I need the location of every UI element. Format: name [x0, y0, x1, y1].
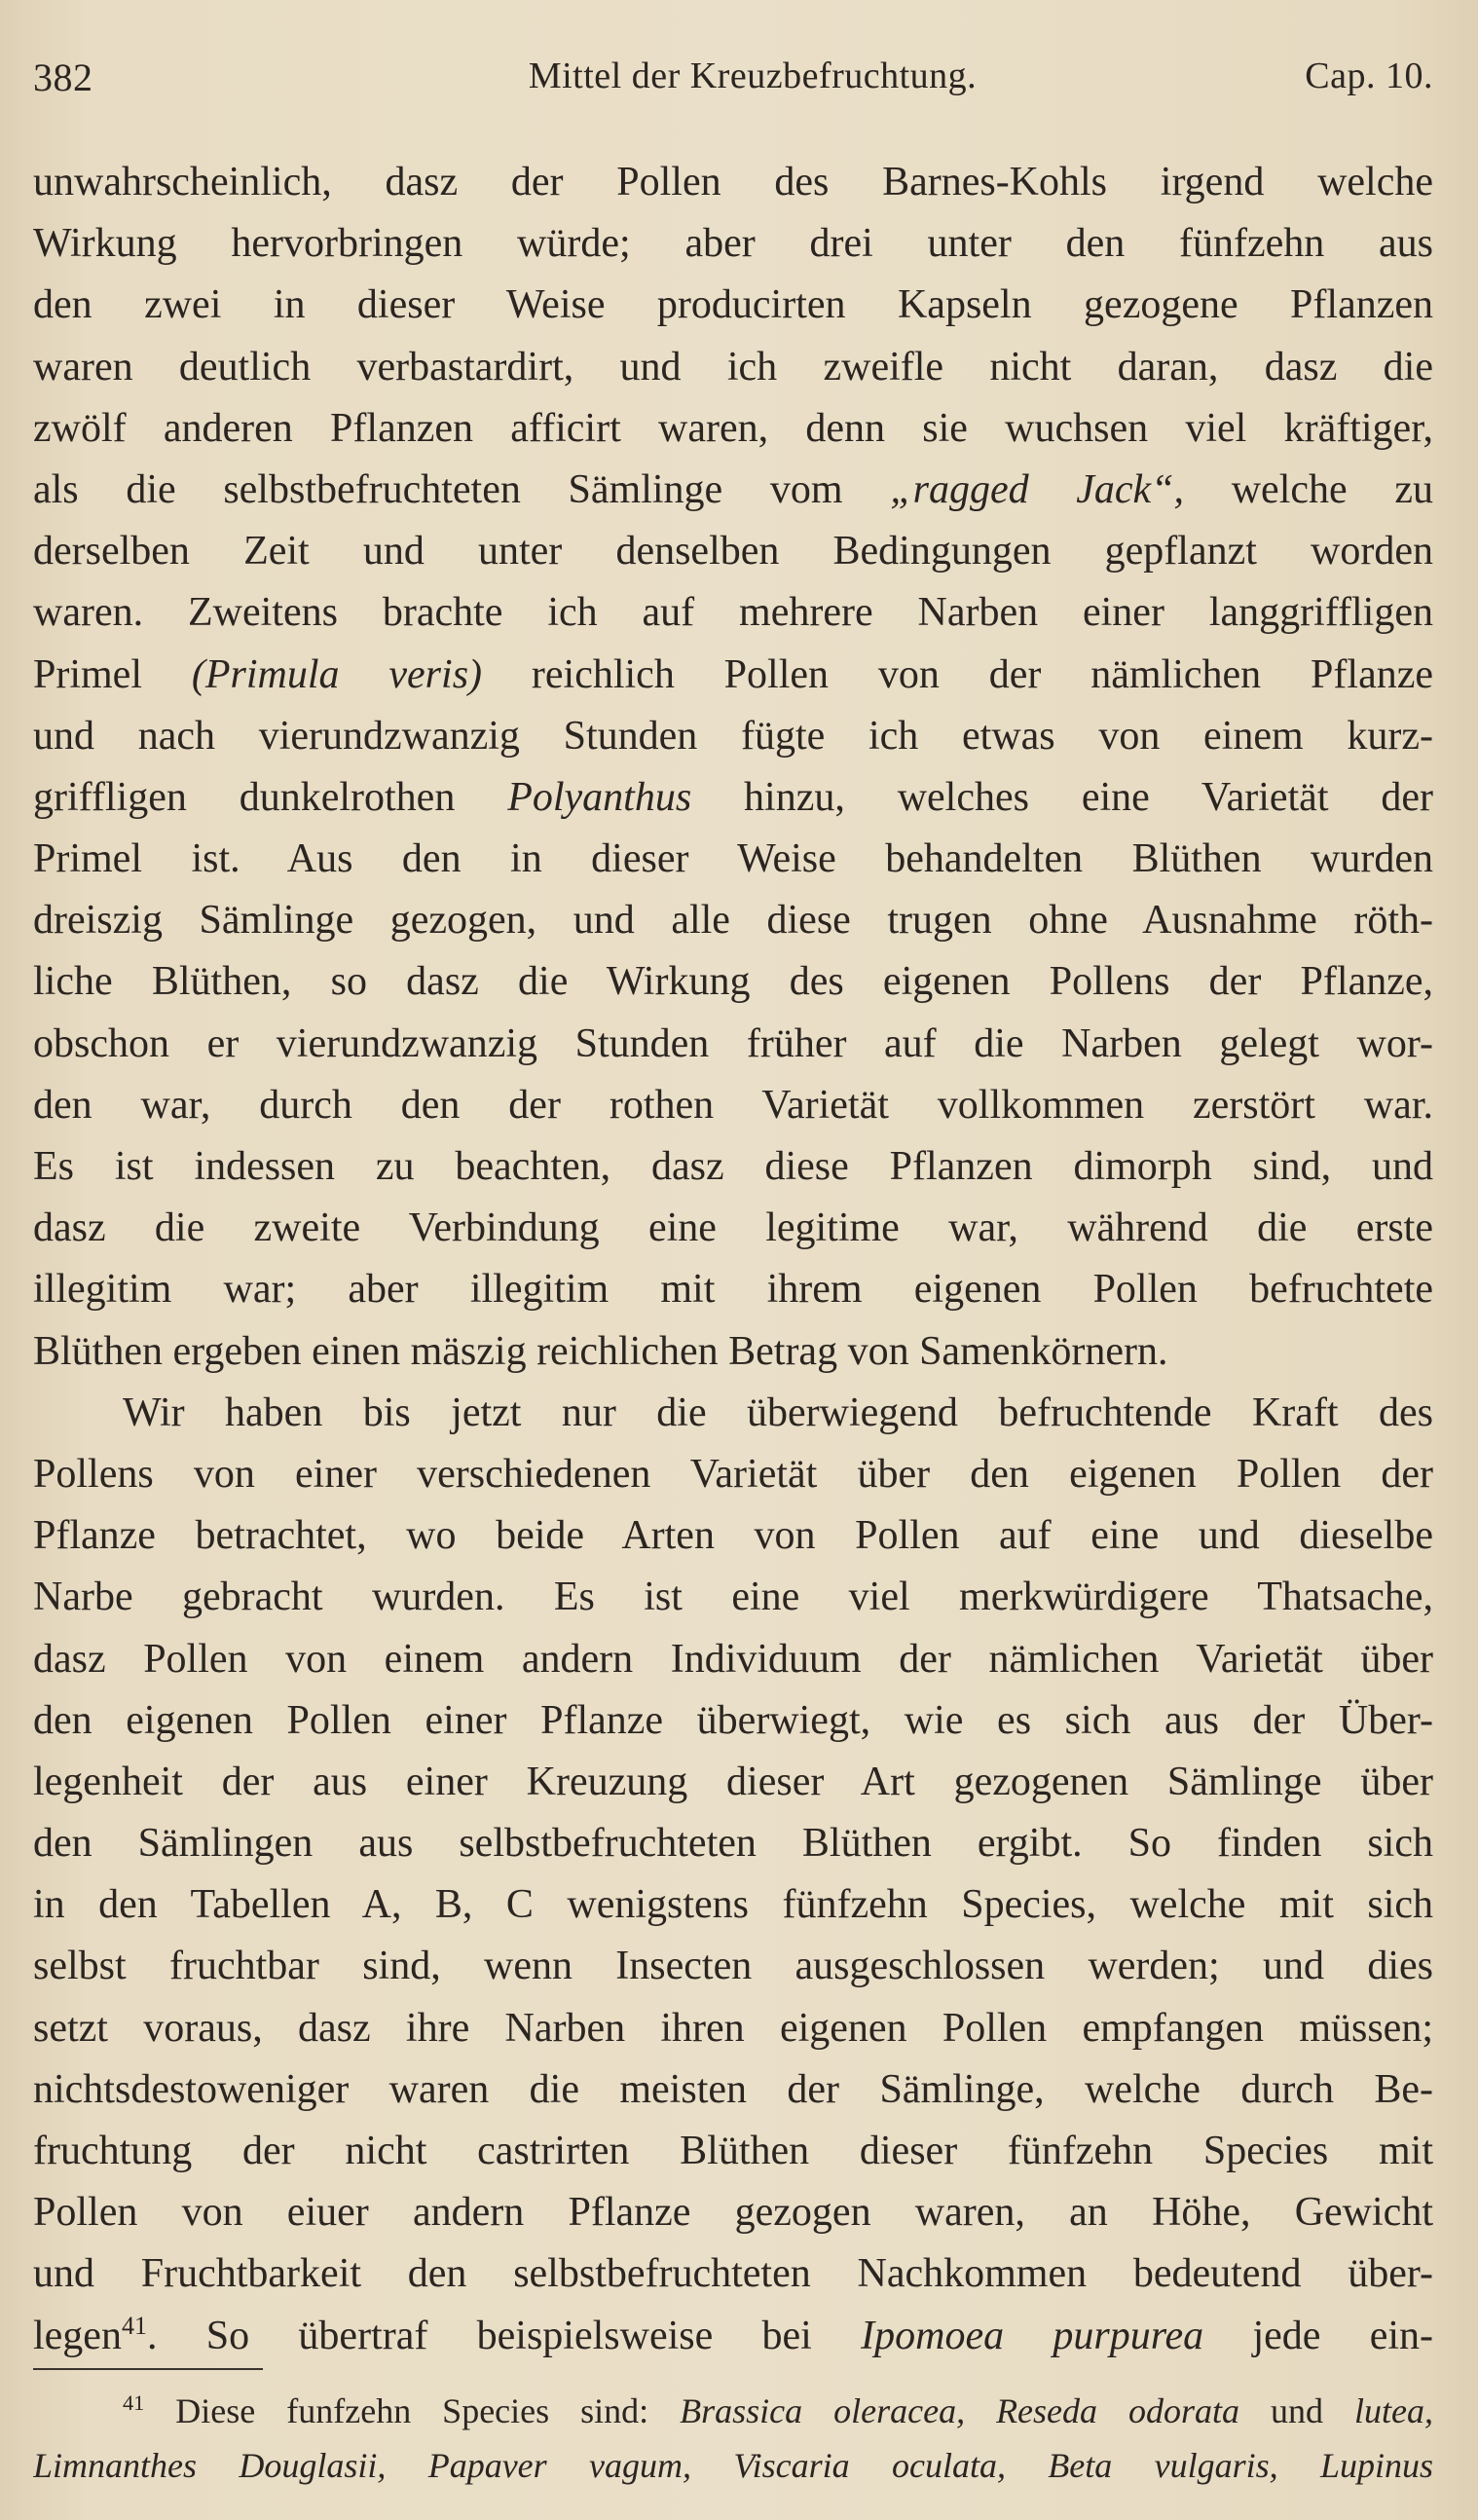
chapter-label: Cap. 10. [1305, 56, 1433, 96]
running-title: Mittel der Kreuzbefruchtung. [528, 56, 978, 96]
text-line: Narbe gebracht wurden. Es ist eine viel merkwürdigere Thatsache, [33, 1575, 1433, 1620]
text-line: illegitim war; aber illegitim mit ihrem eigenen Pollen befruchtete [33, 1267, 1433, 1313]
text-line: setzt voraus, dasz ihre Narben ihren eigenen Pollen empfangen müssen; [33, 2005, 1433, 2051]
text-line: Blüthen ergeben einen mäszig reichlichen Betrag von Samenkörnern. [33, 1328, 1168, 1374]
body-text [33, 152, 1433, 2367]
text-line: selbst fruchtbar sind, wenn Insecten ausgeschlossen werden; und dies [33, 1944, 1433, 1989]
text-line: unwahrscheinlich, dasz der Pollen des Barnes-Kohls irgend welche [33, 160, 1433, 204]
footnote-line: Limnanthes Douglasii, Papaver vagum, Viscaria oculata, Beta vulgaris, Lupinus [33, 2446, 1433, 2485]
text-line: waren deutlich verbastardirt, und ich zweifle nicht daran, dasz die [33, 344, 1433, 389]
page-header [33, 55, 1433, 113]
text-line: dreiszig Sämlinge gezogen, und alle diese trugen ohne Ausnahme röth- [33, 898, 1433, 944]
text-line: Primel ist. Aus den in dieser Weise behandelten Blüthen wurden [33, 836, 1433, 882]
text-line: als die selbstbefruchteten Sämlinge vom „ragged Jack“, welche zu [33, 466, 1433, 512]
page-number: 382 [33, 56, 93, 99]
footnote-reference: 41 [121, 2311, 147, 2340]
text-line: Es ist indessen zu beachten, dasz diese Pflanzen dimorph sind, und [33, 1144, 1433, 1189]
text-line: waren. Zweitens brachte ich auf mehrere Narben einer langgriffligen [33, 590, 1433, 636]
footnote-marker: 41 [123, 2390, 145, 2415]
text-line: legen$^{41}$. So übertraf beispielsweise bei Ipomoea purpurea jede ein- [33, 2311, 1433, 2358]
text-line: den war, durch den der rothen Varietät vollkommen zerstört war. [33, 1082, 1433, 1128]
text-line: obschon er vierundzwanzig Stunden früher auf die Narben gelegt wor- [33, 1020, 1433, 1066]
text-line: Pollens von einer verschiedenen Varietät über den eigenen Pollen der [33, 1451, 1433, 1497]
text-line: nichtsdestoweniger waren die meisten der Sämlinge, welche durch Be- [33, 2066, 1433, 2112]
text-line: Wir haben bis jetzt nur die überwiegend befruchtende Kraft des [123, 1390, 1433, 1435]
text-line: dasz die zweite Verbindung eine legitime war, während die erste [33, 1205, 1433, 1251]
text-line: den zwei in dieser Weise producirten Kapseln gezogene Pflanzen [33, 282, 1433, 328]
text-line: den eigenen Pollen einer Pflanze überwiegt, wie es sich aus der Über- [33, 1697, 1433, 1743]
footnote [33, 2384, 1433, 2493]
text-line: griffligen dunkelrothen Polyanthus hinzu, welches eine Varietät der [33, 774, 1433, 820]
text-line: in den Tabellen A, B, C wenigstens fünfzehn Species, welche mit sich [33, 1882, 1433, 1928]
text-line: Pflanze betrachtet, wo beide Arten von Pollen auf eine und dieselbe [33, 1513, 1433, 1559]
text-line: liche Blüthen, so dasz die Wirkung des eigenen Pollens der Pflanze, [33, 959, 1433, 1005]
footnote-line: $^{41}$ Diese funfzehn Species sind: Brassica oleracea, Reseda odorata und lutea, [123, 2390, 1433, 2430]
text-line: Pollen von eiuer andern Pflanze gezogen waren, an Höhe, Gewicht [33, 2190, 1433, 2236]
text-line: dasz Pollen von einem andern Individuum der nämlichen Varietät über [33, 1636, 1433, 1682]
text-line: Wirkung hervorbringen würde; aber drei unter den fünfzehn aus [33, 221, 1433, 267]
text-line: fruchtung der nicht castrirten Blüthen dieser fünfzehn Species mit [33, 2129, 1433, 2173]
text-line: Primel (Primula veris) reichlich Pollen von der nämlichen Pflanze [33, 651, 1433, 697]
text-line: den Sämlingen aus selbstbefruchteten Blüthen ergibt. So finden sich [33, 1821, 1433, 1867]
text-line: zwölf anderen Pflanzen afficirt waren, denn sie wuchsen viel kräftiger, [33, 405, 1433, 451]
footnote-rule [33, 2368, 263, 2370]
text-line: legenheit der aus einer Kreuzung dieser Art gezogenen Sämlinge über [33, 1759, 1433, 1804]
text-line: derselben Zeit und unter denselben Bedingungen gepflanzt worden [33, 529, 1433, 574]
text-line: und nach vierundzwanzig Stunden fügte ich etwas von einem kurz- [33, 713, 1433, 759]
text-line: und Fruchtbarkeit den selbstbefruchteten Nachkommen bedeutend über- [33, 2251, 1433, 2297]
